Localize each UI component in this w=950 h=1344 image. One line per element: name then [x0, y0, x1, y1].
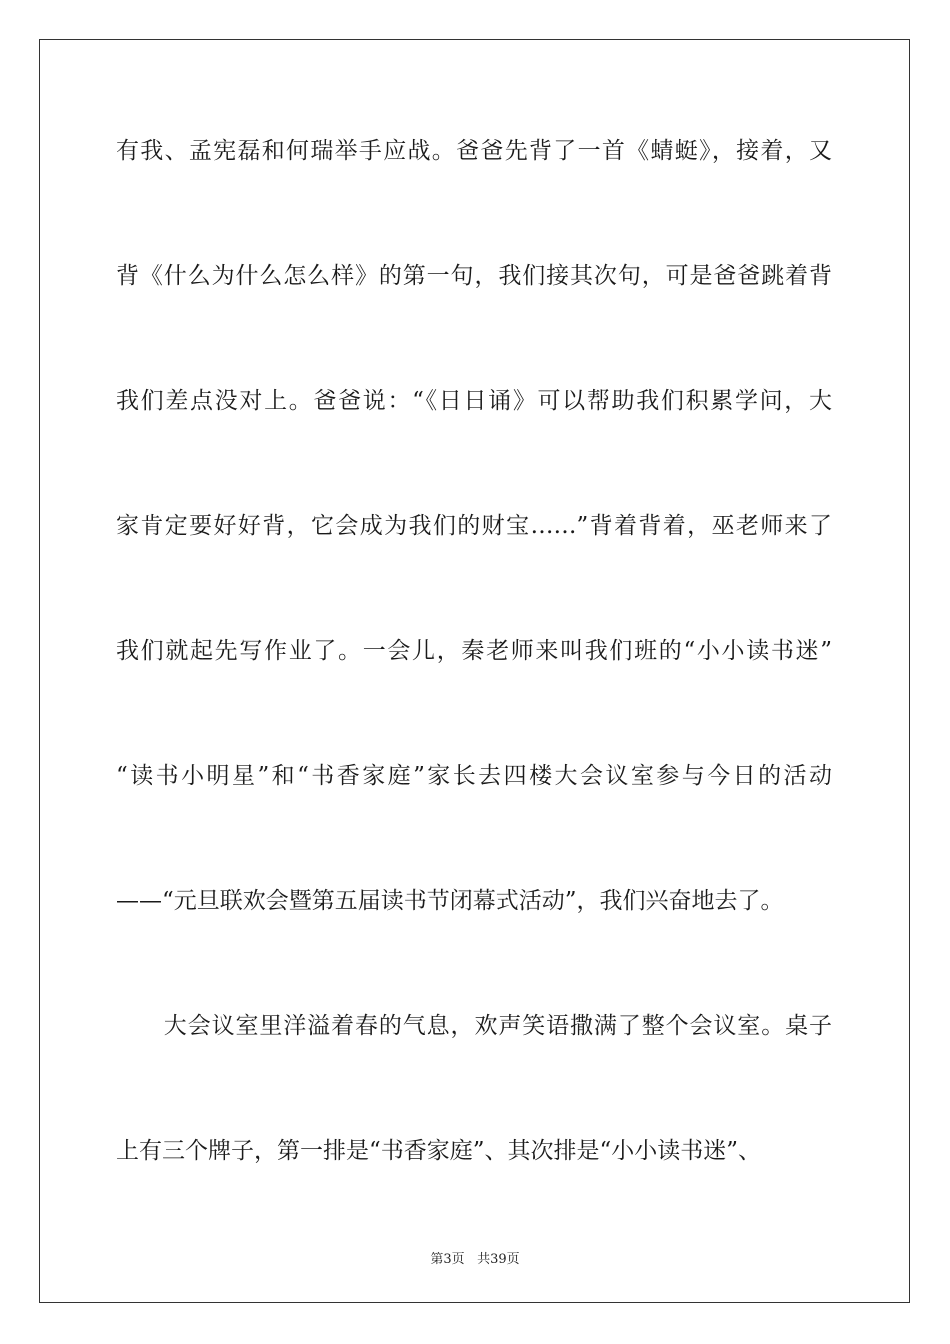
text-line-8: 大会议室里洋溢着春的气息，欢声笑语撒满了整个会议室。桌子	[116, 1013, 832, 1039]
text-line-7: ——“元旦联欢会暨第五届读书节闭幕式活动”，我们兴奋地去了。	[116, 888, 784, 914]
text-line-6: “读书小明星”和“书香家庭”家长去四楼大会议室参与今日的活动	[116, 763, 832, 789]
text-line-9: 上有三个牌子，第一排是“书香家庭”、其次排是“小小读书迷”、	[116, 1138, 762, 1164]
text-line-5: 我们就起先写作业了。一会儿，秦老师来叫我们班的“小小读书迷”	[116, 638, 832, 664]
page-border	[39, 39, 910, 1303]
text-line-4: 家肯定要好好背，它会成为我们的财宝……”背着背着，巫老师来了	[116, 513, 832, 539]
page-total: 共39页	[477, 1252, 520, 1267]
text-line-1: 有我、孟宪磊和何瑞举手应战。爸爸先背了一首《蜻蜓》，接着，又	[116, 138, 832, 164]
page-number: 第3页	[430, 1252, 465, 1267]
text-line-2: 背《什么为什么怎么样》的第一句，我们接其次句，可是爸爸跳着背	[116, 263, 832, 289]
text-line-3: 我们差点没对上。爸爸说：“《日日诵》可以帮助我们积累学问，大	[116, 388, 832, 414]
page-footer	[0, 1248, 950, 1267]
